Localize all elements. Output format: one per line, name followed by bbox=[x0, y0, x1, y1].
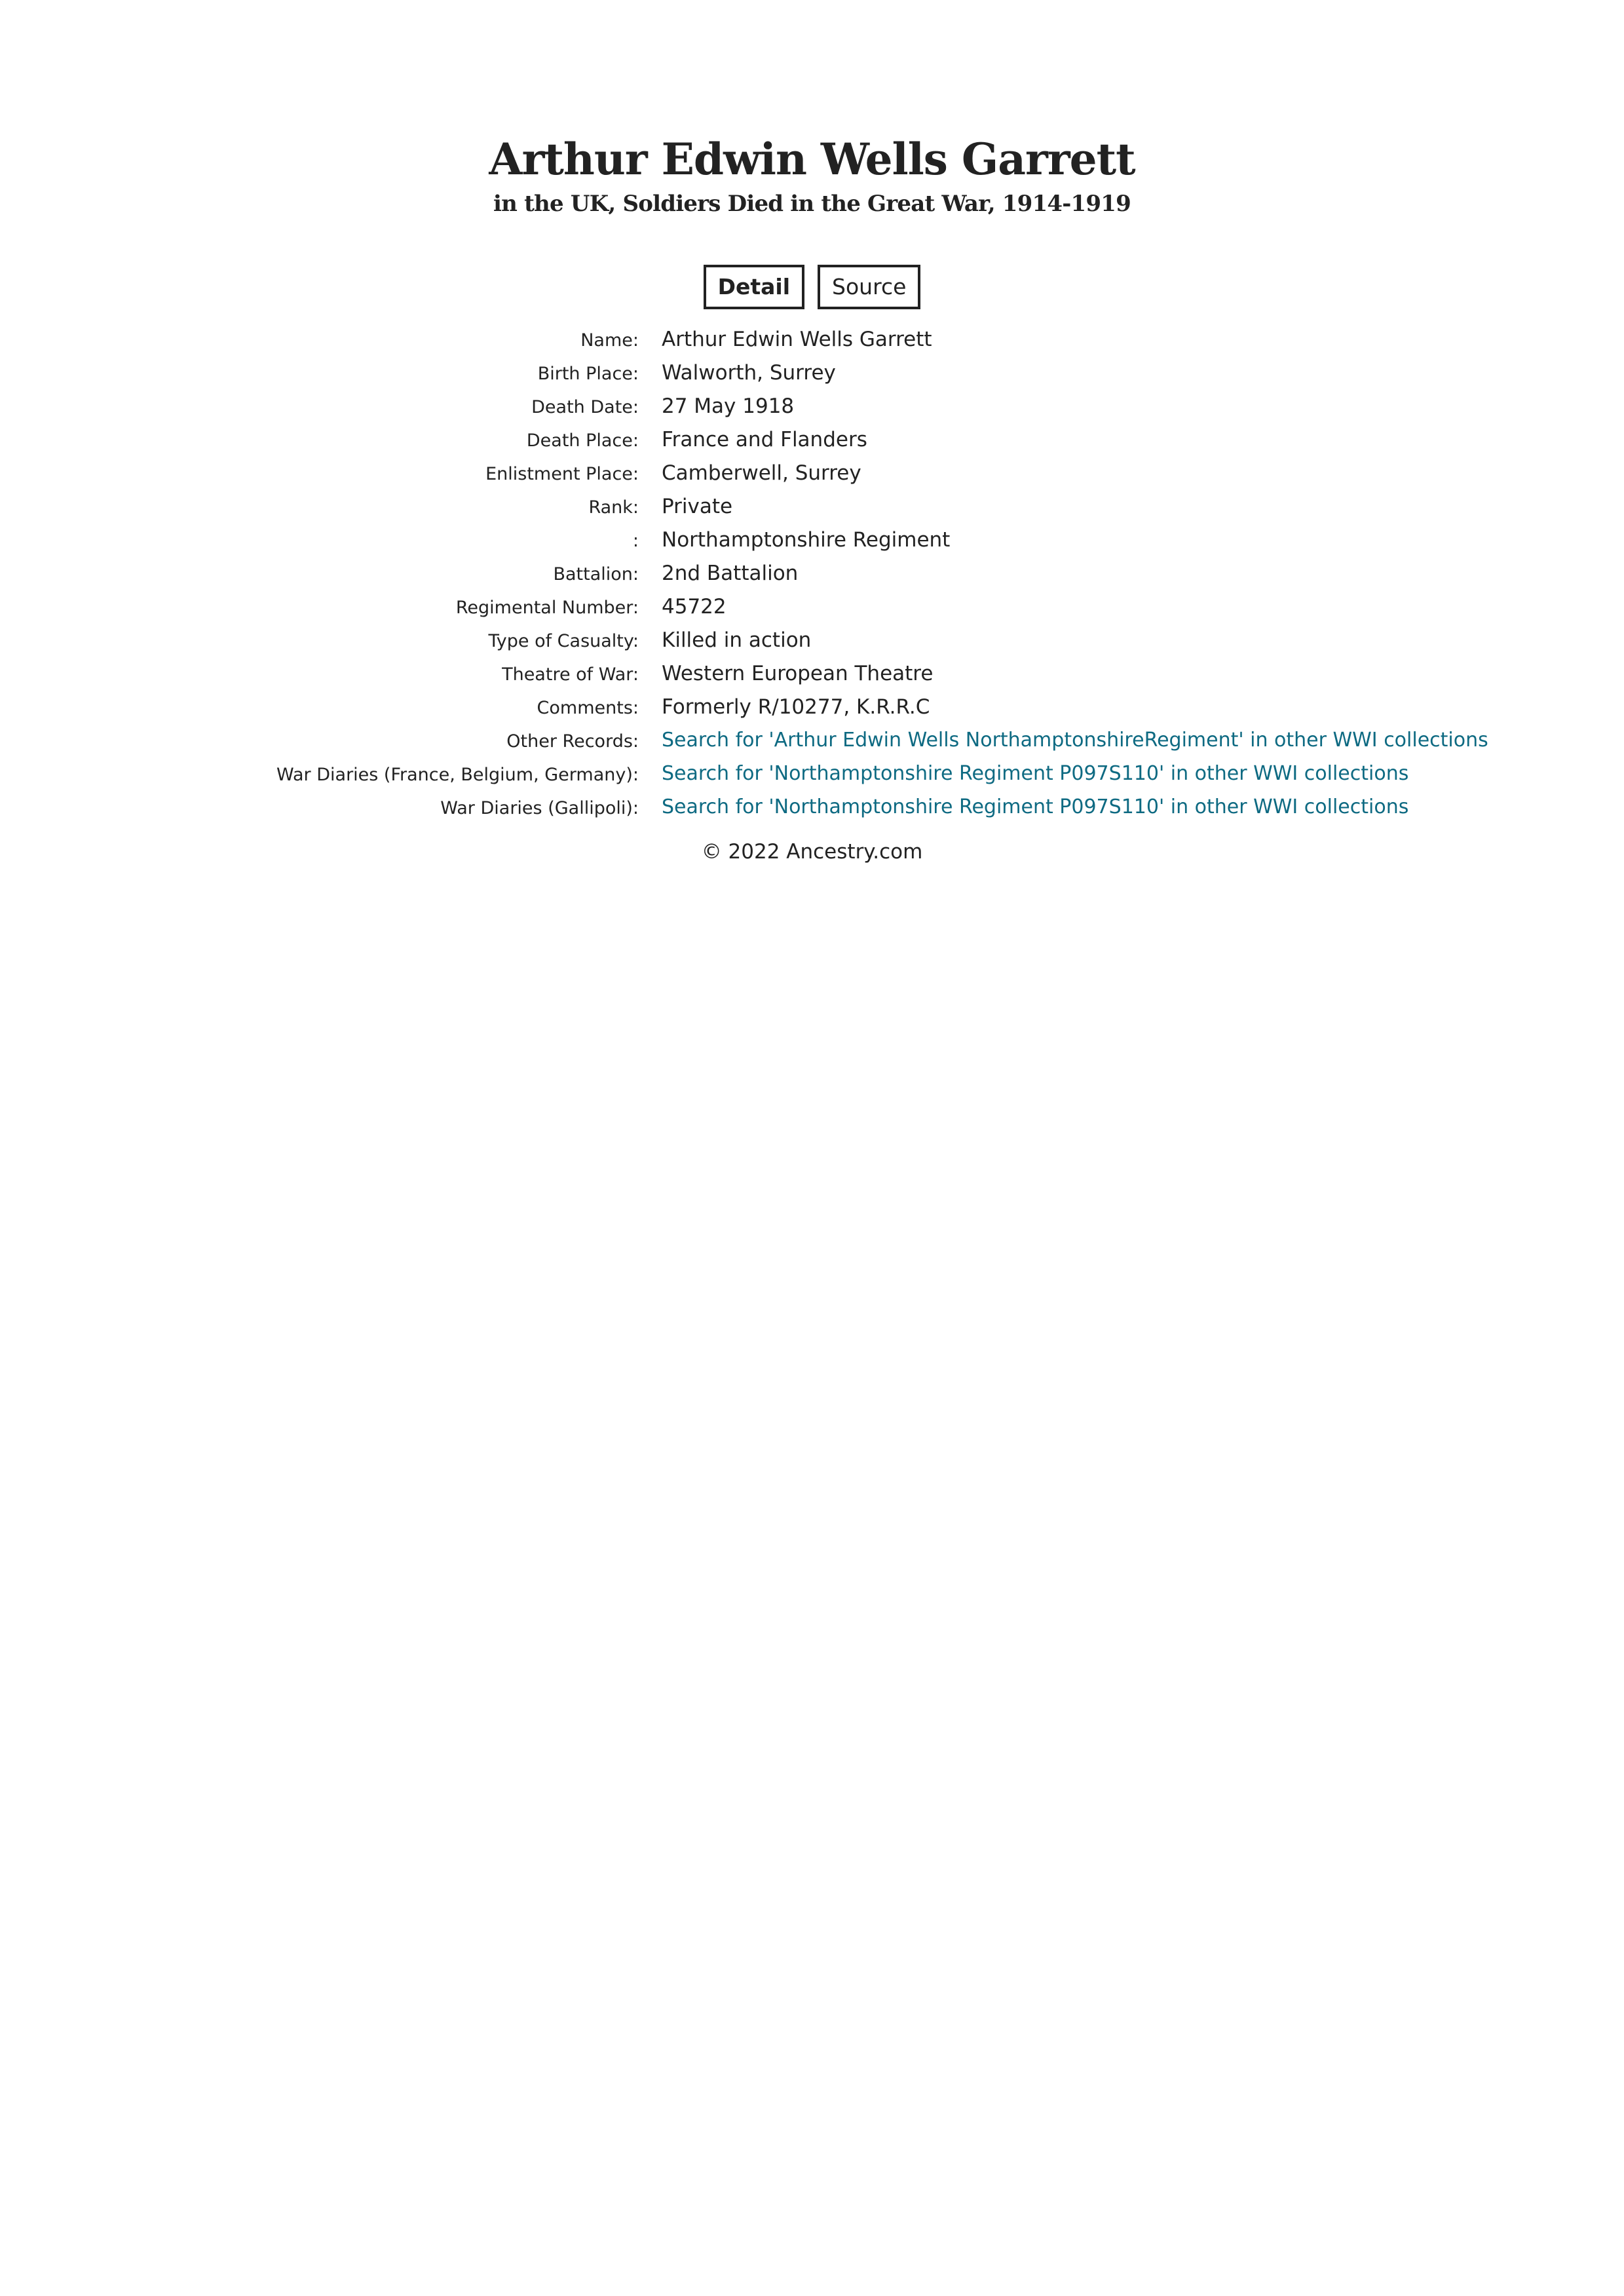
field-value: Northamptonshire Regiment bbox=[662, 528, 951, 552]
field-label: Death Date: bbox=[531, 397, 639, 417]
field-label: Battalion: bbox=[553, 564, 639, 584]
field-value: 27 May 1918 bbox=[662, 394, 795, 418]
field-value: France and Flanders bbox=[662, 428, 867, 451]
field-label: Theatre of War: bbox=[502, 664, 639, 685]
record-row-battalion bbox=[0, 558, 1624, 591]
record-row-birth-place bbox=[0, 357, 1624, 391]
field-label: Regimental Number: bbox=[455, 598, 639, 618]
record-row-other-records bbox=[0, 725, 1624, 758]
field-value: Private bbox=[662, 495, 733, 518]
tab-source[interactable]: Source bbox=[818, 265, 920, 309]
field-label: : bbox=[632, 531, 639, 551]
field-label: War Diaries (Gallipoli): bbox=[440, 798, 639, 818]
field-label: Rank: bbox=[588, 497, 639, 518]
field-value: Killed in action bbox=[662, 628, 812, 652]
field-label: Enlistment Place: bbox=[485, 464, 639, 484]
record-row-war-diaries-france bbox=[0, 758, 1624, 792]
field-label: Death Place: bbox=[526, 430, 639, 451]
record-row-regimental-number bbox=[0, 591, 1624, 624]
field-value: Formerly R/10277, K.R.R.C bbox=[662, 695, 930, 719]
record-tabs bbox=[0, 265, 1624, 309]
field-value: Camberwell, Surrey bbox=[662, 461, 861, 485]
field-label: Birth Place: bbox=[537, 364, 639, 384]
record-row-enlistment-place bbox=[0, 457, 1624, 491]
field-value: Walworth, Surrey bbox=[662, 361, 836, 385]
record-details bbox=[0, 324, 1624, 825]
collection-subtitle: in the UK, Soldiers Died in the Great War, 1914-1919 bbox=[493, 191, 1131, 217]
field-label: War Diaries (France, Belgium, Germany): bbox=[276, 765, 639, 785]
war-diaries-france-search-link[interactable]: Search for 'Northamptonshire Regiment P097S110' in other WWI collections bbox=[662, 762, 1409, 785]
record-row-death-place bbox=[0, 424, 1624, 457]
field-label: Comments: bbox=[537, 698, 639, 718]
page-title: Arthur Edwin Wells Garrett bbox=[489, 134, 1135, 185]
record-row-rank bbox=[0, 491, 1624, 524]
field-value: Arthur Edwin Wells Garrett bbox=[662, 328, 932, 351]
record-row-theatre-of-war bbox=[0, 658, 1624, 691]
tab-detail[interactable]: Detail bbox=[704, 265, 804, 309]
field-value: Western European Theatre bbox=[662, 662, 934, 685]
field-label: Name: bbox=[580, 330, 639, 351]
record-row-war-diaries-gallipoli bbox=[0, 792, 1624, 825]
field-label: Other Records: bbox=[506, 731, 639, 752]
record-row-name bbox=[0, 324, 1624, 357]
copyright-footer: © 2022 Ancestry.com bbox=[701, 840, 923, 864]
record-row-regiment bbox=[0, 524, 1624, 558]
field-label: Type of Casualty: bbox=[488, 631, 639, 651]
page-header bbox=[0, 130, 1624, 219]
record-row-comments bbox=[0, 691, 1624, 725]
war-diaries-gallipoli-search-link[interactable]: Search for 'Northamptonshire Regiment P097S110' in other WWI collections bbox=[662, 795, 1409, 818]
field-value: 45722 bbox=[662, 595, 727, 619]
record-row-type-of-casualty bbox=[0, 624, 1624, 658]
record-row-death-date bbox=[0, 391, 1624, 424]
field-value: 2nd Battalion bbox=[662, 562, 799, 585]
other-records-search-link[interactable]: Search for 'Arthur Edwin Wells NorthamptonshireRegiment' in other WWI collections bbox=[662, 729, 1488, 752]
